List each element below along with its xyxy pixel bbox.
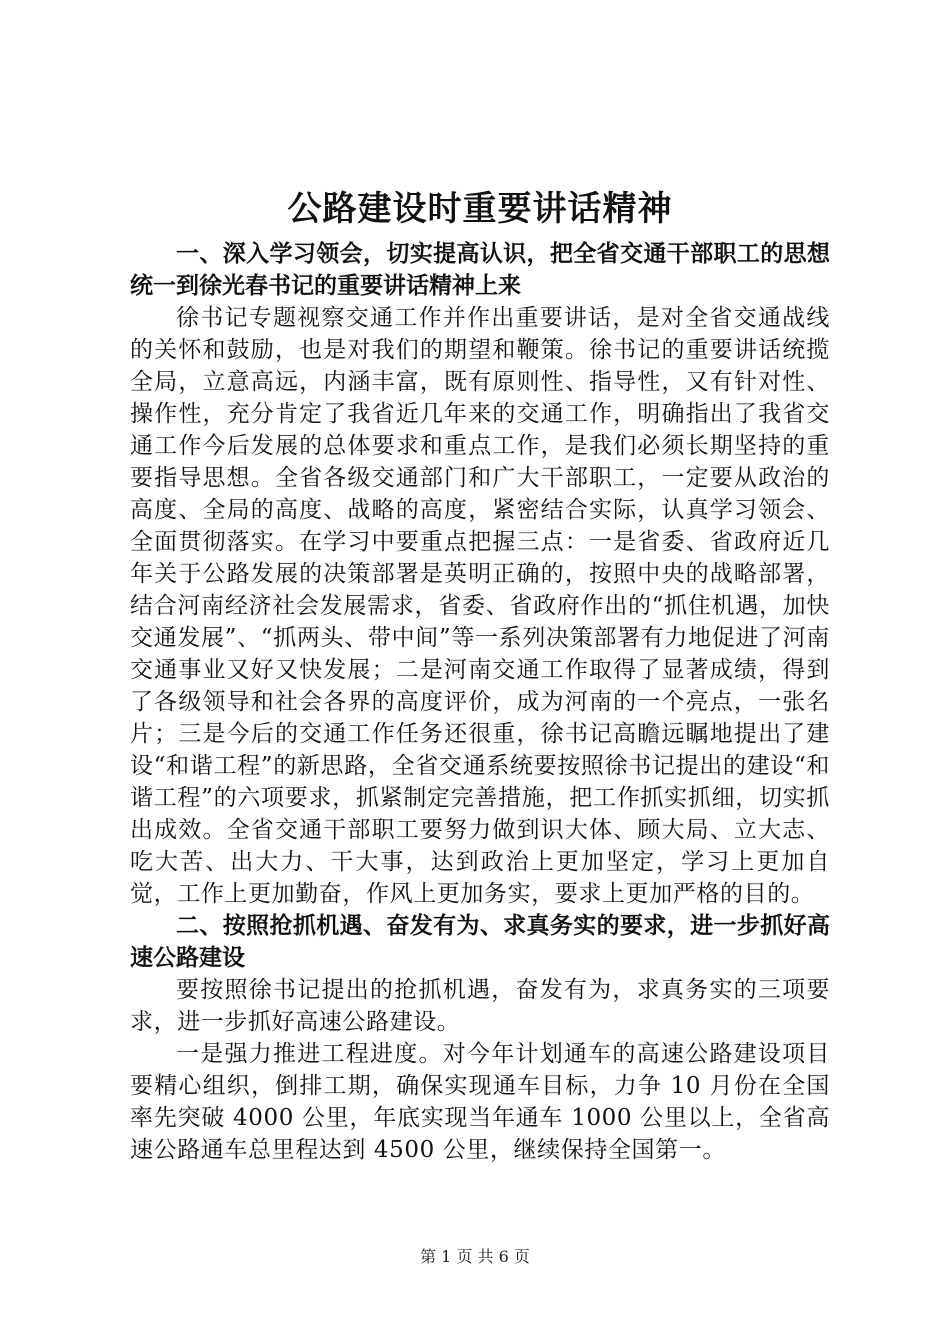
- document-content: [130, 186, 830, 1166]
- section-1-heading: 一、深入学习领会，切实提高认识，把全省交通干部职工的思想统一到徐光春书记的重要讲话精神上来: [130, 241, 830, 299]
- section-1-body: 徐书记专题视察交通工作并作出重要讲话，是对全省交通战线的关怀和鼓励，也是对我们的期望和鞭策。徐书记的重要讲话统揽全局，立意高远，内涵丰富，既有原则性、指导性，又有针对性、操作性，充分肯定了我省近几年来的交通工作，明确指出了我省交通工作今后发展的总体要求和重点工作，是我们必须长期坚持的重要指导思想。全省各级交通部门和广大干部职工，一定要从政治的高度、全局的高度、战略的高度，紧密结合实际，认真学习领会、全面贯彻落实。在学习中要重点把握三点：一是省委、省政府近几年关于公路发展的决策部署是英明正确的，按照中央的战略部署，结合河南经济社会发展需求，省委、省政府作出的“抓住机遇，加快交通发展”、“抓两头、带中间”等一系列决策部署有力地促进了河南交通事业又好又快发展；二是河南交通工作取得了显著成绩，得到了各级领导和社会各界的高度评价，成为河南的一个亮点，一张名片；三是今后的交通工作任务还很重，徐书记高瞻远瞩地提出了建设“和谐工程”的新思路，全省交通系统要按照徐书记提出的建设“和谐工程”的六项要求，抓紧制定完善措施，把工作抓实抓细，切实抓出成效。全省交通干部职工要努力做到识大体、顾大局、立大志、吃大苦、出大力、干大事，达到政治上更加坚定，学习上更加自觉，工作上更加勤奋，作风上更加务实，要求上更加严格的目的。: [130, 305, 830, 907]
- section-2-body: 要按照徐书记提出的抢抓机遇，奋发有为，求真务实的三项要求，进一步抓好高速公路建设。: [130, 977, 830, 1035]
- document-title: 公路建设时重要讲话精神: [287, 189, 673, 229]
- section-2-item-1: 一是强力推进工程进度。对今年计划通车的高速公路建设项目要精心组织，倒排工期，确保实现通车目标，力争 10 月份在全国率先突破 4000 公里，年底实现当年通车 1000 公里以上，全省高速公路通车总里程达到 4500 公里，继续保持全国第一。: [130, 1041, 830, 1163]
- page-footer: 第 1 页 共 6 页: [420, 1247, 530, 1266]
- section-2-heading: 二、按照抢抓机遇、奋发有为、求真务实的要求，进一步抓好高速公路建设: [130, 913, 830, 971]
